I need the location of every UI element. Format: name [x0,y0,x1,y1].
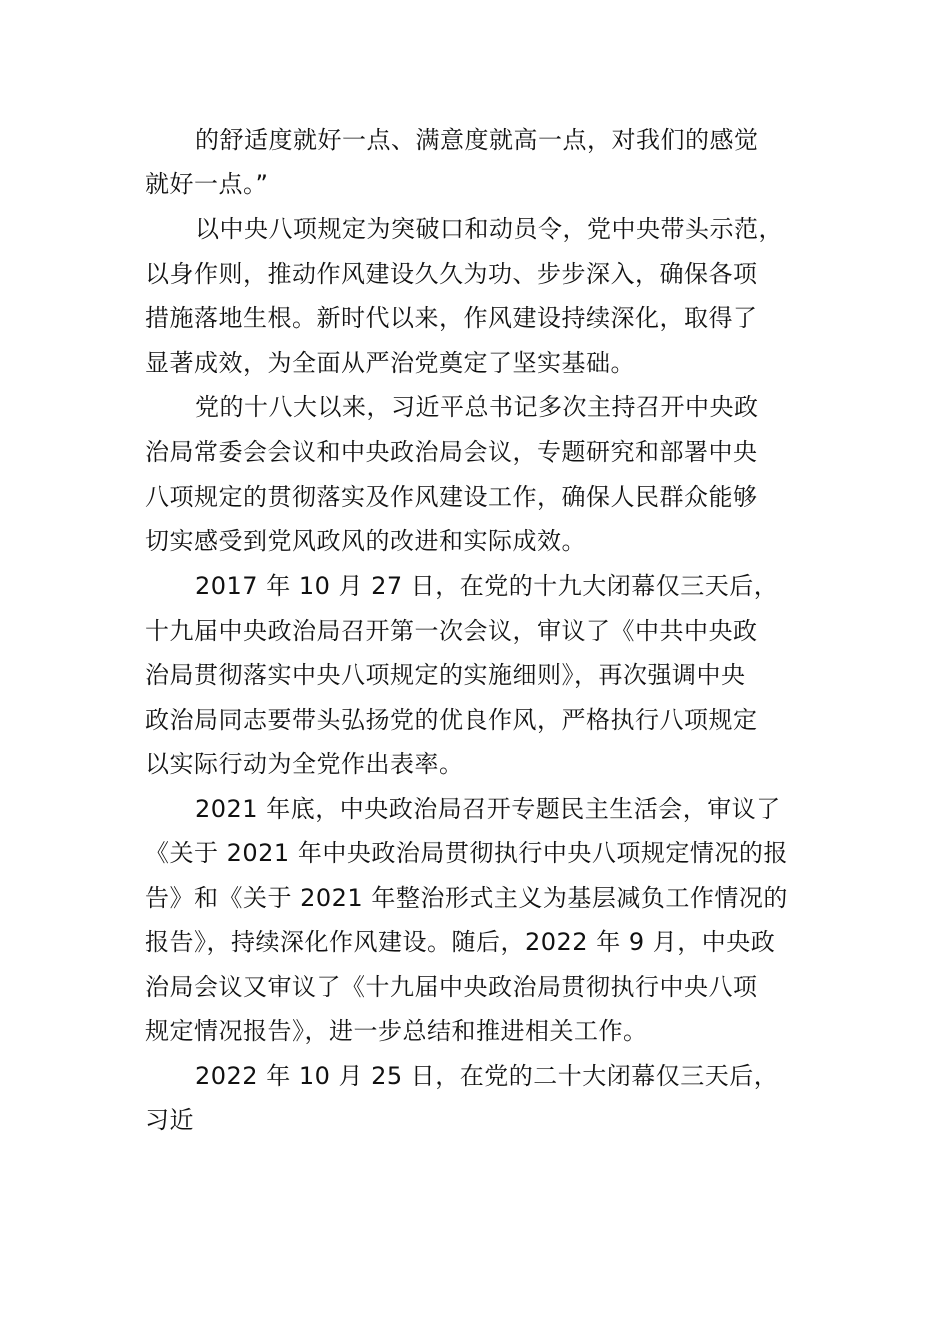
text-line: 《关于 2021 年中央政治局贯彻执行中央八项规定情况的报 [145,839,788,867]
text-line: 以实际行动为全党作出表率。 [145,750,464,778]
text-line: 的舒适度就好一点、满意度就高一点，对我们的感觉 [195,126,759,154]
text-line: 十九届中央政治局召开第一次会议，审议了《中共中央政 [145,617,758,645]
text-line: 治局贯彻落实中央八项规定的实施细则》，再次强调中央 [145,661,746,689]
text-line: 措施落地生根。新时代以来，作风建设持续深化，取得了 [145,304,758,332]
text-line: 告》和《关于 2021 年整治形式主义为基层减负工作情况的 [145,884,788,912]
text-line: 2017 年 10 月 27 日，在党的十九大闭幕仅三天后， [195,572,779,600]
text-line: 八项规定的贯彻落实及作风建设工作，确保人民群众能够 [145,483,758,511]
text-line: 2021 年底，中央政治局召开专题民主生活会，审议了 [195,795,781,823]
text-line: 以身作则，推动作风建设久久为功、步步深入，确保各项 [145,260,758,288]
text-line: 治局会议又审议了《十九届中央政治局贯彻执行中央八项 [145,973,758,1001]
text-line: 规定情况报告》，进一步总结和推进相关工作。 [145,1017,648,1045]
text-line: 切实感受到党风政风的改进和实际成效。 [145,527,586,555]
text-line: 以中央八项规定为突破口和动员令，党中央带头示范， [195,215,783,243]
text-line: 党的十八大以来，习近平总书记多次主持召开中央政 [195,393,759,421]
text-line: 显著成效，为全面从严治党奠定了坚实基础。 [145,349,635,377]
text-line: 报告》，持续深化作风建设。随后，2022 年 9 月，中央政 [145,928,776,956]
text-line: 2022 年 10 月 25 日，在党的二十大闭幕仅三天后， [195,1062,779,1090]
text-line: 政治局同志要带头弘扬党的优良作风，严格执行八项规定 [145,706,758,734]
text-line: 习近 [145,1106,194,1134]
text-line: 治局常委会会议和中央政治局会议，专题研究和部署中央 [145,438,758,466]
text-line: 就好一点。” [145,170,269,198]
